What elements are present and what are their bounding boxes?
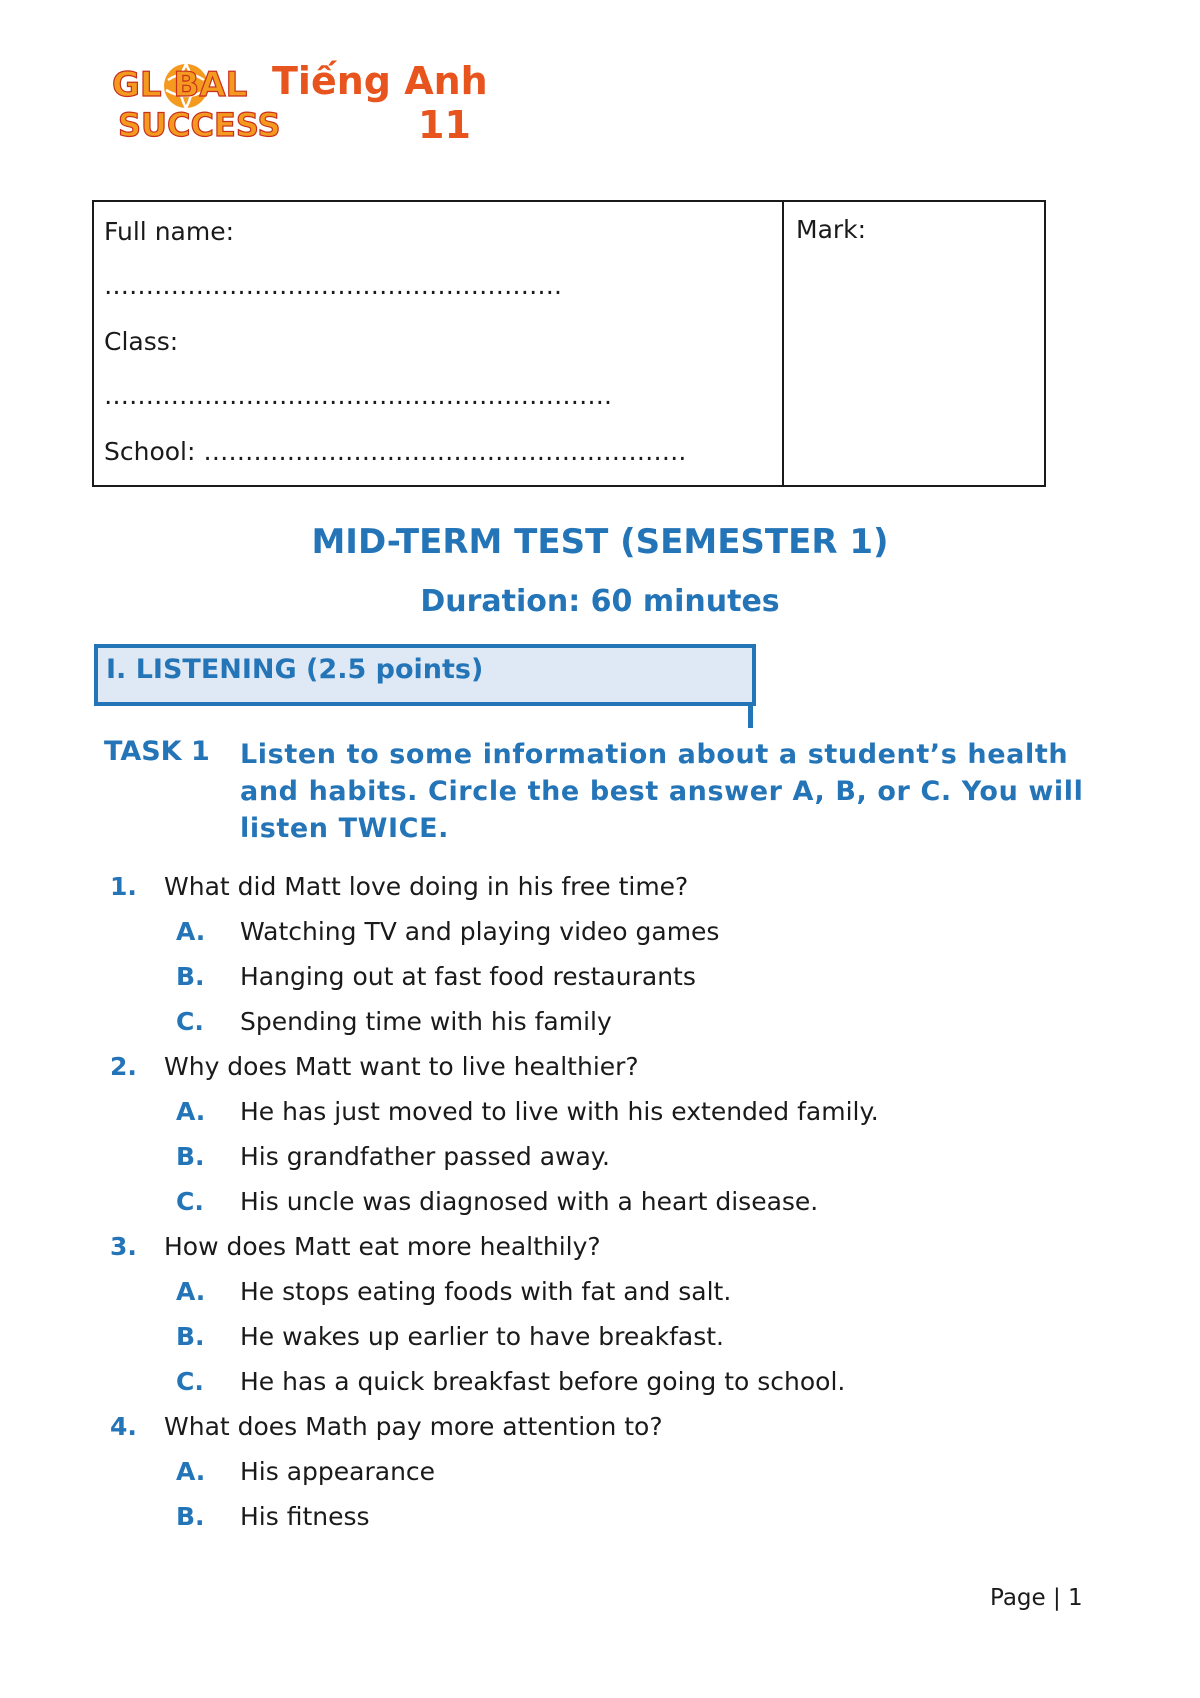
class-label: Class: <box>104 327 179 356</box>
full-name-label: Full name: <box>104 217 235 246</box>
task-instruction: Listen to some information about a student’s health and habits. Circle the best answer A, B, or C. You will listen TWICE. <box>240 739 1084 844</box>
student-details <box>94 202 784 485</box>
option-letter[interactable]: C. <box>176 1007 204 1036</box>
option-text[interactable]: He has a quick breakfast before going to school. <box>240 1367 846 1396</box>
logo-graphic <box>112 50 492 150</box>
class-field[interactable]: ……………………………………………………. <box>104 381 612 410</box>
question-text: What does Math pay more attention to? <box>164 1412 663 1441</box>
logo-brand-line2: SUCCESS <box>118 106 281 144</box>
option-letter[interactable]: C. <box>176 1367 204 1396</box>
option-letter[interactable]: A. <box>176 1277 206 1306</box>
logo-title-line1: Tiếng Anh <box>272 59 488 103</box>
option-text[interactable]: Hanging out at fast food restaurants <box>240 962 696 991</box>
option-text[interactable]: Watching TV and playing video games <box>240 917 720 946</box>
student-info-box <box>92 200 1046 487</box>
option-text[interactable]: He stops eating foods with fat and salt. <box>240 1277 732 1306</box>
page-number: Page | 1 <box>990 1585 1083 1611</box>
section-banner-divider <box>748 704 753 728</box>
question-number: 2. <box>110 1052 137 1081</box>
question-number: 3. <box>110 1232 137 1261</box>
option-letter[interactable]: A. <box>176 1457 206 1486</box>
option-letter[interactable]: B. <box>176 962 205 991</box>
test-title: MID-TERM TEST (SEMESTER 1) <box>311 522 889 562</box>
question-text: Why does Matt want to live healthier? <box>164 1052 639 1081</box>
option-letter[interactable]: C. <box>176 1187 204 1216</box>
option-text[interactable]: He wakes up earlier to have breakfast. <box>240 1322 724 1351</box>
test-duration: Duration: 60 minutes <box>420 584 780 619</box>
question-text: How does Matt eat more healthily? <box>164 1232 601 1261</box>
option-letter[interactable]: B. <box>176 1502 205 1531</box>
option-letter[interactable]: B. <box>176 1322 205 1351</box>
option-text[interactable]: His uncle was diagnosed with a heart disease. <box>240 1187 819 1216</box>
section-title: I. LISTENING (2.5 points) <box>106 654 484 685</box>
question-number: 4. <box>110 1412 137 1441</box>
question-text: What did Matt love doing in his free time? <box>164 872 689 901</box>
question-number: 1. <box>110 872 137 901</box>
section-banner <box>94 644 756 706</box>
option-text[interactable]: He has just moved to live with his extended family. <box>240 1097 879 1126</box>
option-letter[interactable]: B. <box>176 1142 205 1171</box>
task-label: TASK 1 <box>104 736 210 767</box>
mark-label: Mark: <box>796 215 867 244</box>
school-field[interactable]: School: …………………………………………………. <box>104 437 687 466</box>
option-text[interactable]: His grandfather passed away. <box>240 1142 610 1171</box>
option-letter[interactable]: A. <box>176 1097 206 1126</box>
option-text[interactable]: His appearance <box>240 1457 436 1486</box>
option-text[interactable]: Spending time with his family <box>240 1007 612 1036</box>
full-name-field[interactable]: ………………………………………………. <box>104 271 562 300</box>
option-text[interactable]: His fitness <box>240 1502 370 1531</box>
option-letter[interactable]: A. <box>176 917 206 946</box>
logo-title-line2: 11 <box>418 103 471 147</box>
logo-brand-line1: GL BAL <box>112 65 248 105</box>
mark-cell <box>784 202 1044 485</box>
global-success-logo <box>112 50 492 150</box>
